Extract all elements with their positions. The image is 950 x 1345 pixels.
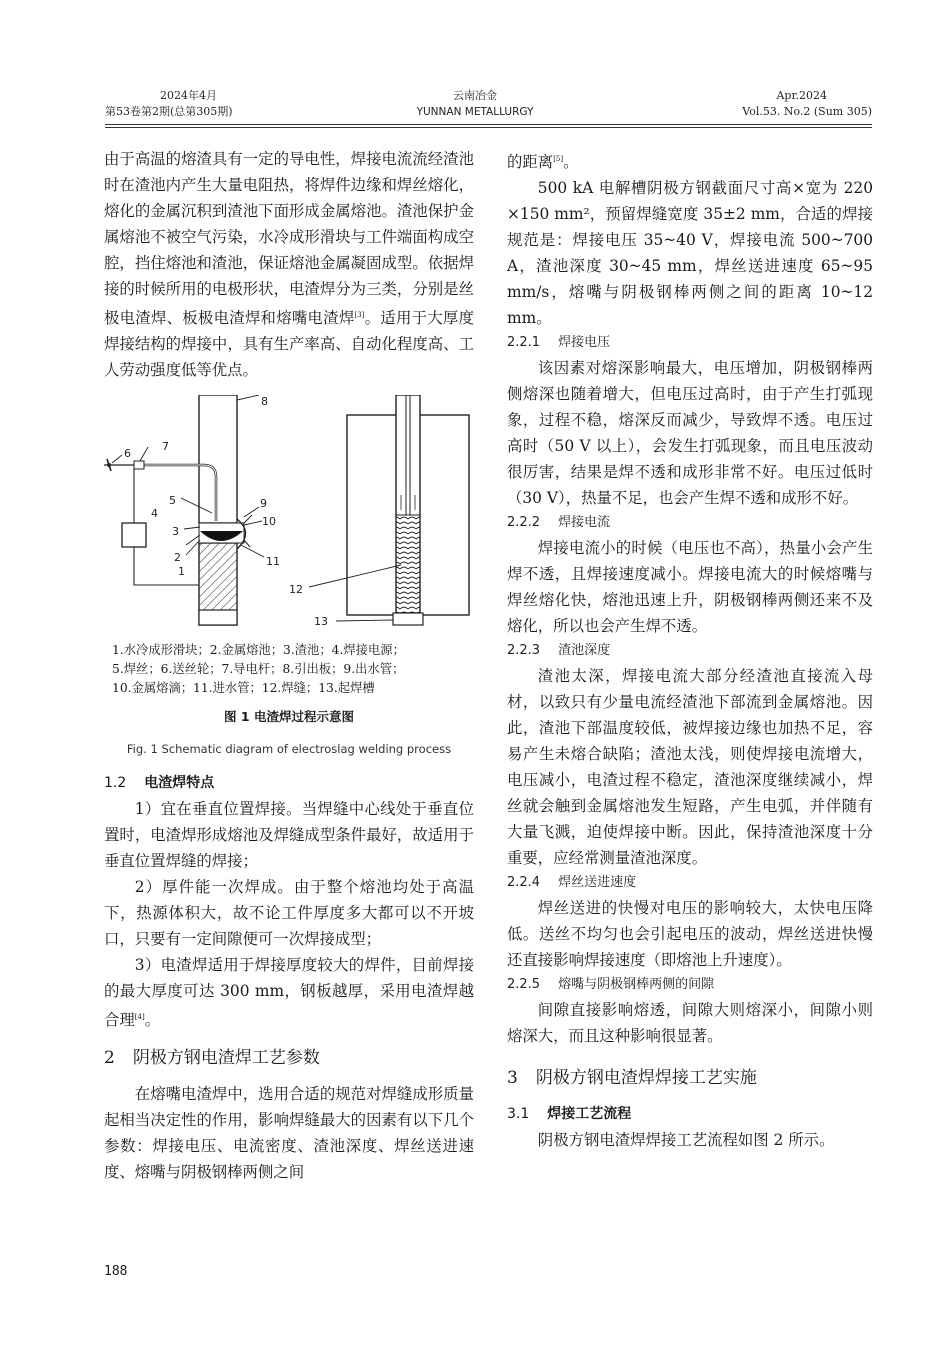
section-1-2-item-3: 3）电渣焊适用于焊接厚度较大的焊件，目前焊接的最大厚度可达 300 mm，钢板越厚，采用电渣焊越合理[4]。 [104, 956, 474, 1030]
legend-line-3: 10.金属熔滴；11.进水管；12.焊缝；13.起焊槽 [112, 681, 375, 696]
section-2-2-4-heading: 2.2.4 焊丝送进速度 [507, 875, 637, 891]
starting-groove-left [199, 610, 237, 625]
label-9: 9 [260, 497, 267, 511]
header-rule [105, 124, 872, 125]
label-3: 3 [172, 525, 179, 539]
section-2-paragraph: 在熔嘴电渣焊中，选用合适的规范对焊缝成形质量起相当决定性的作用，影响焊缝最大的因素有以下几个参数：焊接电压、电流密度、渣池深度、焊丝送进速度、熔嘴与阴极钢棒两侧之间 [104, 1085, 474, 1182]
intro-paragraph: 由于高温的熔渣具有一定的导电性，焊接电流流经渣池时在渣池内产生大量电阻热，将焊件边缘和焊丝熔化，熔化的金属沉积到渣池下面形成金属熔池。渣池保护金属熔池不被空气污染，水冷成形滑块与工件端面构成空腔，挡住熔池和渣池，保证熔池金属凝固成型。依据焊接的时候所用的电极形状，电渣焊分为三类，分别是丝极电渣焊、板极电渣焊和熔嘴电渣焊[3]。适用于大厚度焊接结构的焊接中，具有生产率高、自动化程度高、工人劳动强度低等优点。 [104, 150, 474, 380]
header-date-en: Apr.2024 [776, 89, 827, 102]
legend-line-1: 1.水冷成形滑块；2.金属熔池；3.渣池；4.焊接电源； [112, 643, 405, 658]
label-8: 8 [261, 395, 268, 409]
section-2-2-2-paragraph: 焊接电流小的时候（电压也不高），热量小会产生焊不透，且焊接速度减小。焊接电流大的时候熔嘴与焊丝熔化快，熔池迅速上升，阴极钢棒两侧还来不及熔化，所以也会产生焊不透。 [507, 539, 873, 636]
section-1-2-item-2: 2）厚件能一次焊成。由于整个熔池均处于高温下，热源体积大，故不论工件厚度多大都可以不开坡口，只要有一定间隙便可一次焊接成型； [104, 878, 474, 949]
label-13: 13 [314, 615, 328, 629]
legend-line-2: 5.焊丝；6.送丝轮；7.导电杆；8.引出板；9.出水管； [112, 662, 405, 677]
section-3-1-heading: 3.1 焊接工艺流程 [507, 1106, 632, 1123]
section-3-1-paragraph: 阴极方钢电渣焊焊接工艺流程如图 2 所示。 [537, 1131, 835, 1150]
figure-1-title-cn: 图 1 电渣焊过程示意图 [224, 709, 354, 725]
figure-1-diagram [104, 395, 474, 635]
section-2-2-3-paragraph: 渣池太深，焊接电流大部分经渣池直接流入母材，以致只有少量电流经渣池下部流到金属熔池。因此，渣池下部温度较低，被焊接边缘也加热不足，容易产生未熔合缺陷；渣池太浅，则使焊接电流增大，电压减小，电渣过程不稳定，渣池深度继续减小，焊丝就会触到金属熔池发生短路，产生电弧，并伴随有大量飞溅，迫使焊接中断。因此，保持渣池深度十分重要，应经常测量渣池深度。 [507, 667, 873, 868]
figure-1-title-en: Fig. 1 Schematic diagram of electroslag welding process [126, 742, 452, 757]
section-3-heading: 3 阴极方钢电渣焊焊接工艺实施 [507, 1068, 757, 1089]
header-volume: 第53卷第2期(总第305期) [105, 105, 233, 118]
header-date: 2024年4月 [160, 89, 217, 102]
right-column [507, 146, 873, 1153]
weld-seam [396, 515, 420, 613]
figure-1-legend [104, 641, 474, 698]
section-2-2-1-heading: 2.2.1 焊接电压 [507, 335, 611, 351]
label-4: 4 [151, 507, 158, 521]
conductor-rod [134, 461, 144, 469]
lead-out-plate [199, 395, 237, 523]
label-7: 7 [162, 440, 169, 454]
label-11: 11 [266, 555, 280, 569]
electroslag-diagram [104, 395, 474, 635]
citation-4: [4] [134, 1013, 145, 1022]
left-column [104, 146, 474, 1185]
section-2-heading: 2 阴极方钢电渣焊工艺参数 [104, 1048, 320, 1069]
continued-paragraph: 的距离[5]。 [507, 153, 579, 172]
section-2-2-5-paragraph: 间隙直接影响熔透，间隙大则熔深小，间隙小则熔深大，而且这种影响很显著。 [507, 1001, 873, 1046]
section-1-2-heading: 1.2 电渣焊特点 [104, 775, 215, 792]
label-2: 2 [174, 551, 181, 565]
section-2-2-2-heading: 2.2.2 焊接电流 [507, 515, 611, 531]
header-right [672, 88, 872, 120]
label-1: 1 [178, 565, 185, 579]
header-rule-thin [105, 127, 872, 128]
page-number: 188 [104, 1264, 128, 1279]
power-source [122, 523, 146, 547]
starting-groove [393, 613, 423, 625]
header-left [105, 88, 305, 120]
section-2-2-4-paragraph: 焊丝送进的快慢对电压的影响较大，太快电压降低。送丝不均匀也会引起电压的波动，焊丝送进快慢还直接影响焊接速度（即熔池上升速度）。 [507, 899, 873, 970]
citation-3: [3] [354, 311, 365, 319]
section-2-2-1-paragraph: 该因素对熔深影响最大，电压增加，阴极钢棒两侧熔深也随着增大，但电压过高时，由于产生打弧现象，过程不稳，熔深反而减少，导致焊不透。电压过高时（50 V 以上），会发生打弧现象，而且电压波动很厉害，结果是焊不透和成形非常不好。电压过低时（30 V），热量不足，也会产生焊不透和成形不好。 [507, 359, 873, 508]
label-6: 6 [124, 447, 131, 461]
label-5: 5 [169, 494, 176, 508]
citation-5: [5] [553, 155, 564, 163]
journal-title-cn: 云南冶金 [453, 89, 497, 102]
journal-title-en: YUNNAN METALLURGY [416, 106, 534, 118]
label-12: 12 [289, 583, 303, 597]
label-10: 10 [262, 515, 276, 529]
section-2-2-5-heading: 2.2.5 熔嘴与阴极钢棒两侧的间隙 [507, 977, 715, 993]
welding-spec-paragraph: 500 kA 电解槽阴极方钢截面尺寸高×宽为 220 ×150 mm²，预留焊缝宽度 35±2 mm，合适的焊接规范是：焊接电压 35~40 V，焊接电流 500~700 A，渣池深度 30~45 mm，焊丝送进速度 65~95 mm/s，熔嘴与阴极钢棒两侧之间的距离 10~12 mm。 [507, 179, 873, 328]
section-2-2-3-heading: 2.2.3 渣池深度 [507, 643, 611, 659]
header-volume-en: Vol.53. No.2 (Sum 305) [742, 105, 872, 118]
header-center [380, 88, 570, 120]
section-1-2-item-1: 1）宜在垂直位置焊接。当焊缝中心线处于垂直位置时，电渣焊形成熔池及焊缝成型条件最好，故适用于垂直位置焊缝的焊接； [104, 800, 474, 871]
